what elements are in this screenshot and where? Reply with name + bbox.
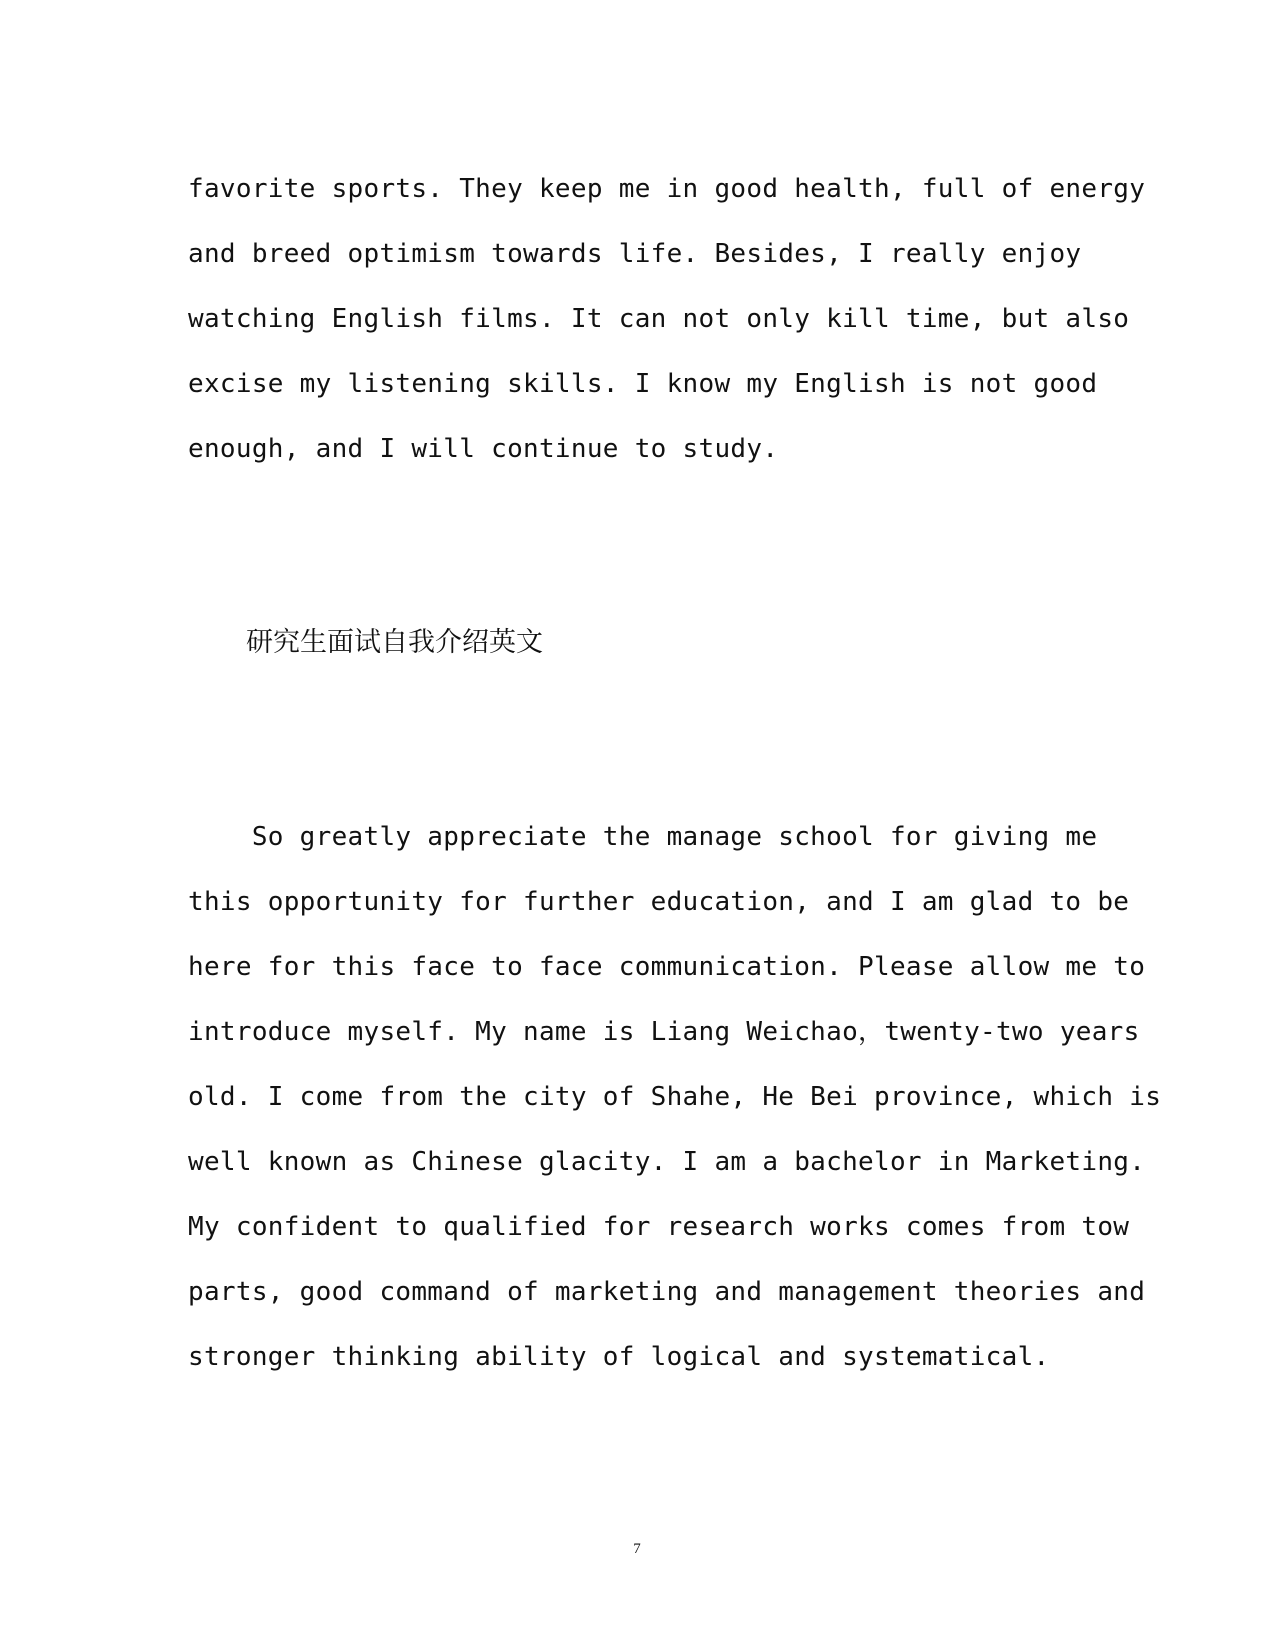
page-number: 7	[633, 1541, 641, 1557]
paragraph-2-line-6: well known as Chinese glacity. I am a bachelor in Marketing.	[188, 1147, 1146, 1177]
paragraph-2-line-4: introduce myself. My name is Liang Weichao，twenty-two years	[188, 1017, 1140, 1047]
paragraph-1-line-1: favorite sports. They keep me in good health, full of energy	[188, 174, 1146, 204]
paragraph-2-line-5: old. I come from the city of Shahe, He Bei province, which is	[188, 1082, 1162, 1112]
paragraph-1-line-3: watching English films. It can not only kill time, but also	[188, 304, 1130, 334]
paragraph-2-line-1: So greatly appreciate the manage school for giving me	[188, 822, 1098, 852]
paragraph-1-line-5: enough, and I will continue to study.	[188, 434, 779, 464]
paragraph-1-line-4: excise my listening skills. I know my English is not good	[188, 369, 1098, 399]
paragraph-2-line-9: stronger thinking ability of logical and systematical.	[188, 1342, 1050, 1372]
paragraph-2-line-3: here for this face to face communication. Please allow me to	[188, 952, 1146, 982]
paragraph-2-line-8: parts, good command of marketing and management theories and	[188, 1277, 1146, 1307]
paragraph-2-line-7: My confident to qualified for research works comes from tow	[188, 1212, 1130, 1242]
section-heading: 研究生面试自我介绍英文	[246, 627, 543, 658]
paragraph-1-line-2: and breed optimism towards life. Besides, I really enjoy	[188, 239, 1082, 269]
paragraph-2-line-2: this opportunity for further education, and I am glad to be	[188, 887, 1130, 917]
